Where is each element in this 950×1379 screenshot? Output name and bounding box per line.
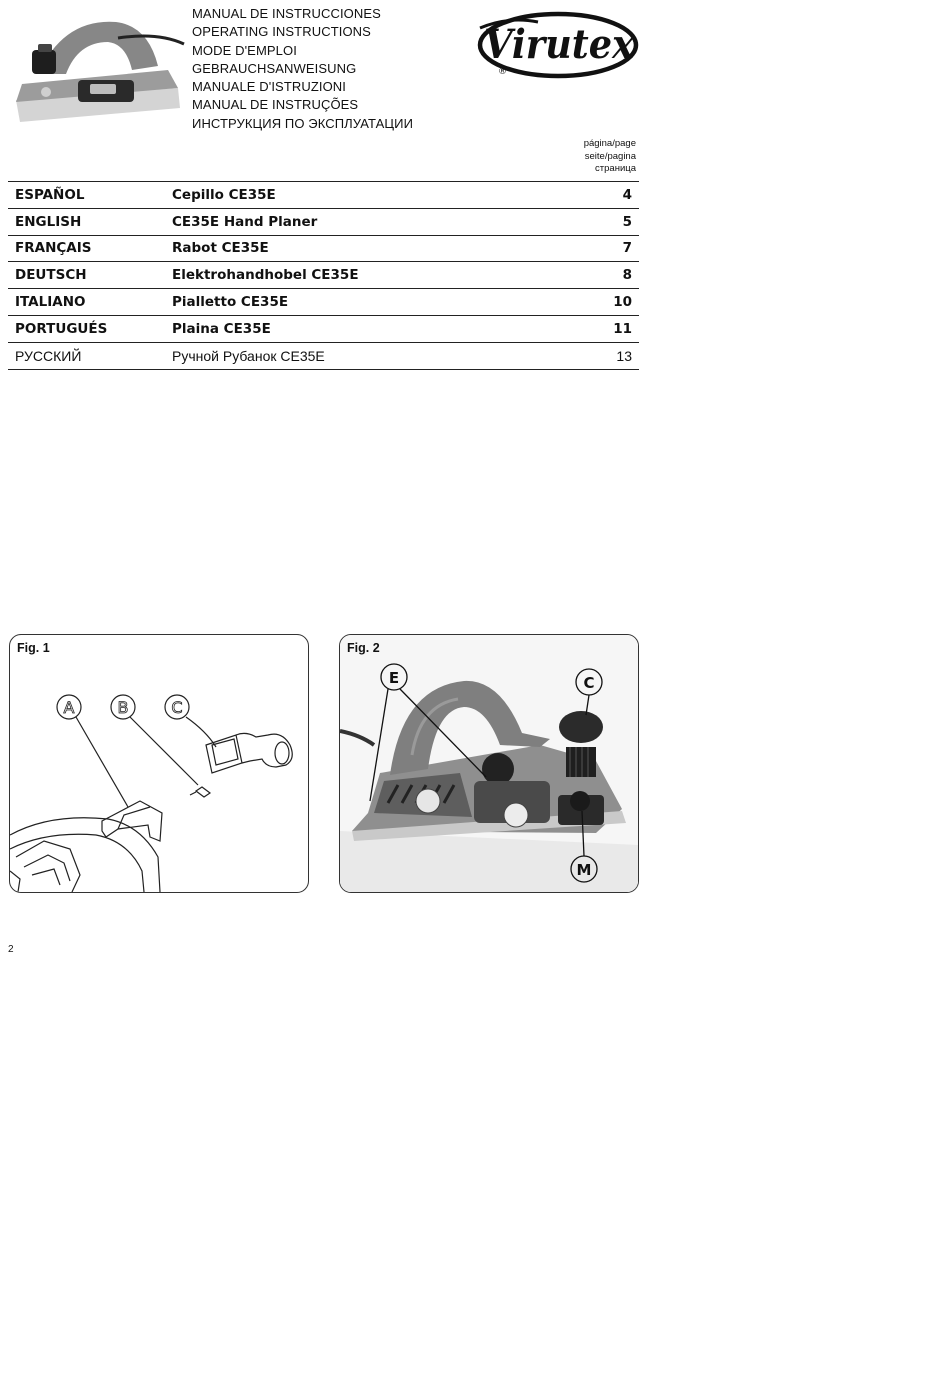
page-label-line: página/page <box>583 138 636 149</box>
toc-language: FRANÇAIS <box>15 240 92 257</box>
toc-language: ITALIANO <box>15 294 86 311</box>
callout-c: C <box>583 674 595 692</box>
toc-row[interactable] <box>8 262 639 289</box>
figure-2-label: Fig. 2 <box>347 641 380 655</box>
registered-mark: ® <box>498 67 507 77</box>
toc-page: 4 <box>622 186 632 203</box>
toc-language: ENGLISH <box>15 213 82 230</box>
toc-page: 11 <box>613 320 632 337</box>
manual-title-de: GEBRAUCHSANWEISUNG <box>192 60 357 76</box>
virutex-logo <box>468 8 640 82</box>
callout-b: B <box>117 698 129 717</box>
toc-title: CE35E Hand Planer <box>172 213 318 230</box>
manual-title-ru: ИНСТРУКЦИЯ ПО ЭКСПЛУАТАЦИИ <box>192 115 414 131</box>
toc-row[interactable] <box>8 209 639 236</box>
toc-language: ESPAÑOL <box>15 186 85 203</box>
figure-2-photo <box>340 635 638 892</box>
callout-c: C <box>171 698 183 717</box>
page-column-label <box>584 138 636 176</box>
manual-title-en: OPERATING INSTRUCTIONS <box>192 24 371 40</box>
callout-m: M <box>576 861 592 879</box>
toc-row[interactable] <box>8 343 639 369</box>
table-of-contents <box>8 181 639 370</box>
toc-title: Cepillo CE35E <box>172 186 276 203</box>
callout-e: E <box>388 669 400 687</box>
page-label-line: страница <box>595 163 636 175</box>
toc-language: PORTUGUÉS <box>15 320 108 337</box>
figure-1 <box>9 634 309 893</box>
toc-title: Elektrohandhobel CE35E <box>172 267 359 284</box>
toc-title: Pialletto CE35E <box>172 294 289 311</box>
toc-page: 5 <box>622 213 632 230</box>
toc-row[interactable] <box>8 289 639 316</box>
toc-page: 7 <box>622 240 632 257</box>
figure-1-label: Fig. 1 <box>17 641 50 655</box>
toc-language: DEUTSCH <box>15 267 87 284</box>
callout-a: A <box>63 698 75 717</box>
toc-row[interactable] <box>8 316 639 343</box>
manual-title-fr: MODE D'EMPLOI <box>192 42 297 58</box>
toc-title: Ручной Рубанок CE35E <box>172 347 325 364</box>
toc-language: РУССКИЙ <box>15 347 82 364</box>
toc-title: Rabot CE35E <box>172 240 269 257</box>
page-label-line: seite/pagina <box>584 150 636 162</box>
figure-2 <box>339 634 639 893</box>
toc-row[interactable] <box>8 182 639 209</box>
toc-page: 13 <box>616 347 632 364</box>
toc-title: Plaina CE35E <box>172 320 271 337</box>
hand-planer-photo <box>8 4 186 132</box>
manual-title-es: MANUAL DE INSTRUCCIONES <box>192 6 381 21</box>
manual-title-pt: MANUAL DE INSTRUÇÕES <box>192 97 359 113</box>
manual-title-it: MANUALE D'ISTRUZIONI <box>192 79 346 95</box>
toc-row[interactable] <box>8 236 639 263</box>
manual-titles <box>192 5 413 133</box>
figure-1-drawing <box>10 635 308 892</box>
page-number: 2 <box>8 944 14 955</box>
toc-page: 8 <box>622 267 632 284</box>
brand-wordmark: Virutex <box>484 21 636 68</box>
toc-page: 10 <box>613 294 632 311</box>
